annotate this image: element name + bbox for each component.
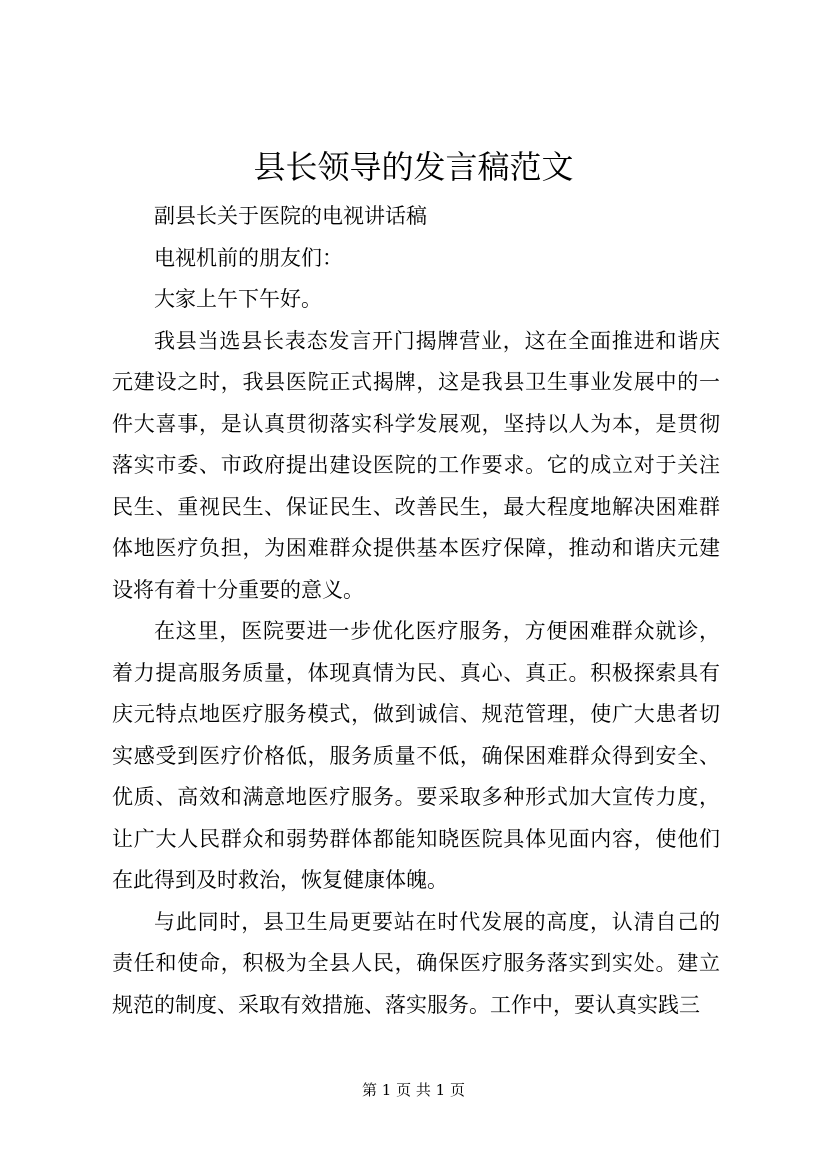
page-footer: 第 1 页 共 1 页 [362,1081,465,1099]
paragraph-body-1: 我县当选县长表态发言开门揭牌营业，这在全面推进和谐庆元建设之时，我县医院正式揭牌，这是我县卫生事业发展中的一件大喜事，是认真贯彻落实科学发展观，坚持以人为本，是贯彻落实市委、市政府提出建设医院的工作要求。它的成立对于关注民生、重视民生、保证民生、改善民生，最大程度地解决困难群体地医疗负担，为困难群众提供基本医疗保障，推动和谐庆元建设将有着十分重要的意义。 [112,328,720,602]
page-title: 县长领导的发言稿范文 [253,148,574,186]
paragraph-body-2: 在这里，医院要进一步优化医疗服务，方便困难群众就诊，着力提高服务质量，体现真情为民、真心、真正。积极探索具有庆元特点地医疗服务模式，做到诚信、规范管理，使广大患者切实感受到医疗价格低，服务质量不低，确保困难群众得到安全、优质、高效和满意地医疗服务。要采取多种形式加大宣传力度，让广大人民群众和弱势群体都能知晓医院具体见面内容，使他们在此得到及时救治，恢复健康体魄。 [112,619,720,892]
paragraph-body-3: 与此同时，县卫生局更要站在时代发展的高度，认清自己的责任和使命，积极为全县人民，确保医疗服务落实到实处。建立规范的制度、采取有效措施、落实服务。工作中，要认真实践三 [112,909,720,1017]
paragraph-subtitle: 副县长关于医院的电视讲话稿 [154,204,427,228]
paragraph-salutation: 电视机前的朋友们： [154,245,343,270]
paragraph-greeting: 大家上午下午好。 [154,287,322,311]
body-text [112,196,720,1026]
